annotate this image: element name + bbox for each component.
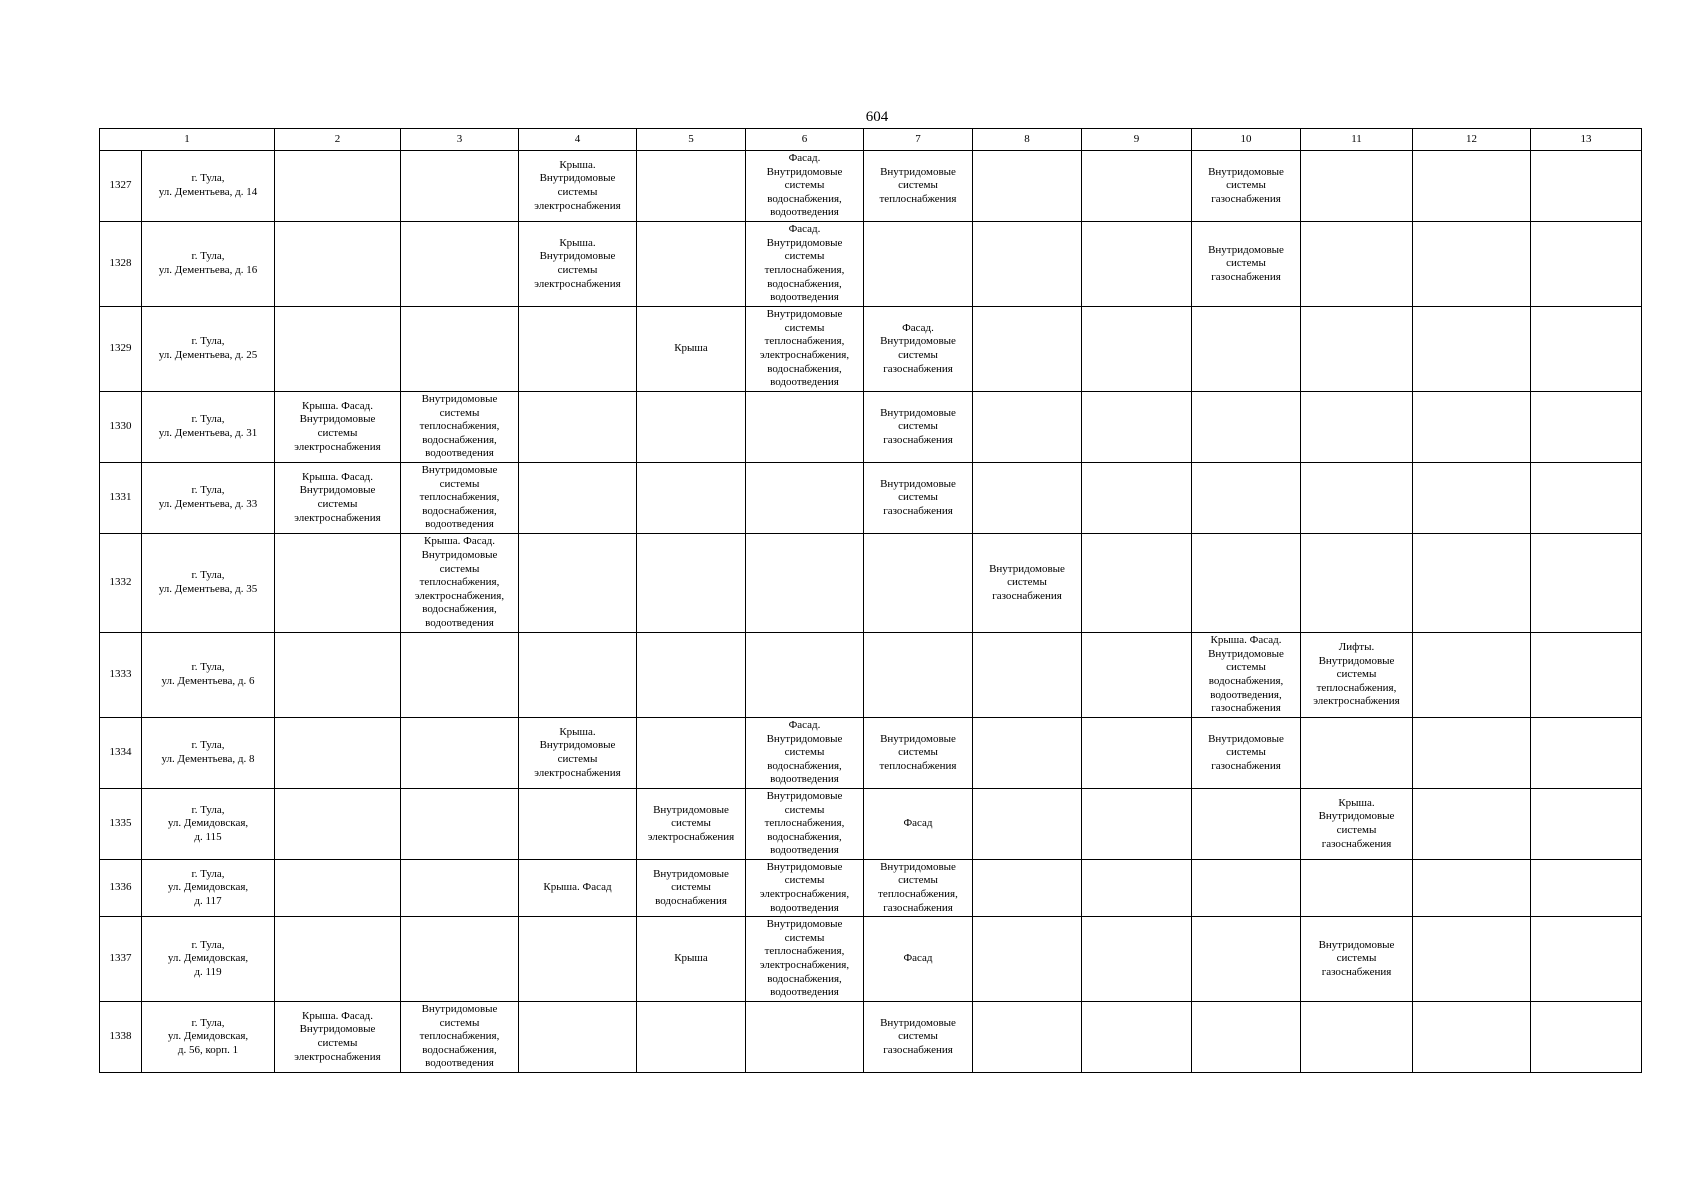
work-type-cell: Внутридомовые системы теплоснабжения, электроснабжения, водоснабжения, водоотведения (746, 307, 864, 392)
work-type-cell (275, 222, 401, 307)
table-row (100, 860, 1642, 917)
work-type-cell (1413, 534, 1531, 633)
work-type-cell: Крыша. Фасад. Внутридомовые системы электроснабжения (275, 463, 401, 534)
work-type-cell (401, 151, 519, 222)
work-type-cell: Фасад. Внутридомовые системы газоснабжения (864, 307, 973, 392)
table-row (100, 1002, 1642, 1073)
work-type-cell (1531, 463, 1642, 534)
work-type-cell (1082, 151, 1192, 222)
work-type-cell: Внутридомовые системы водоснабжения (637, 860, 746, 917)
work-type-cell (1301, 534, 1413, 633)
work-type-cell (519, 534, 637, 633)
column-number-header: 13 (1531, 129, 1642, 151)
column-number-header: 3 (401, 129, 519, 151)
row-number-cell: 1327 (100, 151, 142, 222)
work-type-cell (637, 463, 746, 534)
table-row (100, 789, 1642, 860)
work-type-cell: Крыша. Фасад (519, 860, 637, 917)
work-type-cell (1192, 860, 1301, 917)
work-type-cell (1192, 917, 1301, 1002)
work-type-cell (973, 718, 1082, 789)
row-number-cell: 1333 (100, 633, 142, 718)
work-type-cell (1531, 534, 1642, 633)
work-type-cell: Внутридомовые системы теплоснабжения (864, 718, 973, 789)
work-type-cell (1301, 151, 1413, 222)
work-type-cell (1192, 534, 1301, 633)
work-type-cell: Фасад (864, 789, 973, 860)
work-type-cell (973, 307, 1082, 392)
table-row (100, 151, 1642, 222)
work-type-cell (637, 392, 746, 463)
work-type-cell (1301, 718, 1413, 789)
table-row (100, 222, 1642, 307)
work-type-cell: Внутридомовые системы теплоснабжения, водоснабжения, водоотведения (401, 392, 519, 463)
work-type-cell (1192, 789, 1301, 860)
work-type-cell (973, 392, 1082, 463)
work-type-cell (1192, 307, 1301, 392)
work-type-cell (275, 718, 401, 789)
table-row (100, 718, 1642, 789)
address-cell: г. Тула, ул. Дементьева, д. 31 (142, 392, 275, 463)
work-type-cell (1082, 633, 1192, 718)
work-type-cell (401, 633, 519, 718)
work-type-cell (864, 633, 973, 718)
work-type-cell (1531, 222, 1642, 307)
column-number-header: 5 (637, 129, 746, 151)
address-cell: г. Тула, ул. Демидовская, д. 56, корп. 1 (142, 1002, 275, 1073)
work-type-cell (519, 789, 637, 860)
work-type-cell: Внутридомовые системы газоснабжения (864, 1002, 973, 1073)
work-type-cell (401, 917, 519, 1002)
work-type-cell (275, 917, 401, 1002)
work-type-cell (1531, 917, 1642, 1002)
address-cell: г. Тула, ул. Демидовская, д. 117 (142, 860, 275, 917)
work-type-cell: Внутридомовые системы теплоснабжения, водоснабжения, водоотведения (401, 1002, 519, 1073)
work-type-cell (275, 860, 401, 917)
work-type-cell (1531, 860, 1642, 917)
work-type-cell (864, 222, 973, 307)
work-type-cell (1082, 917, 1192, 1002)
work-type-cell (275, 534, 401, 633)
row-number-cell: 1336 (100, 860, 142, 917)
work-type-cell: Внутридомовые системы газоснабжения (1192, 718, 1301, 789)
work-type-cell: Внутридомовые системы теплоснабжения, электроснабжения, водоснабжения, водоотведения (746, 917, 864, 1002)
column-number-header: 11 (1301, 129, 1413, 151)
work-type-cell (637, 151, 746, 222)
work-type-cell: Крыша. Внутридомовые системы электроснабжения (519, 151, 637, 222)
work-type-cell: Фасад. Внутридомовые системы водоснабжения, водоотведения (746, 718, 864, 789)
address-cell: г. Тула, ул. Дементьева, д. 14 (142, 151, 275, 222)
address-cell: г. Тула, ул. Дементьева, д. 35 (142, 534, 275, 633)
work-type-cell (1301, 307, 1413, 392)
work-type-cell: Крыша. Фасад. Внутридомовые системы теплоснабжения, электроснабжения, водоснабжения, водоотведения (401, 534, 519, 633)
work-type-cell: Внутридомовые системы теплоснабжения (864, 151, 973, 222)
repair-schedule-table (99, 128, 1642, 1073)
work-type-cell (1531, 718, 1642, 789)
work-type-cell (1413, 917, 1531, 1002)
row-number-cell: 1328 (100, 222, 142, 307)
work-type-cell (1082, 534, 1192, 633)
work-type-cell (275, 307, 401, 392)
work-type-cell (1413, 392, 1531, 463)
work-type-cell (1413, 222, 1531, 307)
work-type-cell (1082, 222, 1192, 307)
work-type-cell (973, 789, 1082, 860)
column-number-header: 2 (275, 129, 401, 151)
work-type-cell: Внутридомовые системы электроснабжения (637, 789, 746, 860)
work-type-cell: Крыша. Внутридомовые системы электроснабжения (519, 222, 637, 307)
work-type-cell (637, 222, 746, 307)
address-cell: г. Тула, ул. Дементьева, д. 6 (142, 633, 275, 718)
work-type-cell: Внутридомовые системы газоснабжения (1192, 222, 1301, 307)
address-cell: г. Тула, ул. Дементьева, д. 16 (142, 222, 275, 307)
work-type-cell (1531, 789, 1642, 860)
column-number-header: 6 (746, 129, 864, 151)
work-type-cell (746, 392, 864, 463)
work-type-cell (637, 718, 746, 789)
work-type-cell (401, 789, 519, 860)
work-type-cell (1531, 392, 1642, 463)
work-type-cell (864, 534, 973, 633)
work-type-cell (1531, 1002, 1642, 1073)
work-type-cell (1192, 1002, 1301, 1073)
work-type-cell (1082, 718, 1192, 789)
work-type-cell (1413, 463, 1531, 534)
work-type-cell (1301, 1002, 1413, 1073)
work-type-cell: Внутридомовые системы газоснабжения (864, 463, 973, 534)
column-number-header: 1 (100, 129, 275, 151)
table-row (100, 534, 1642, 633)
row-number-cell: 1338 (100, 1002, 142, 1073)
row-number-cell: 1330 (100, 392, 142, 463)
work-type-cell (1413, 1002, 1531, 1073)
work-type-cell (973, 222, 1082, 307)
work-type-cell: Внутридомовые системы газоснабжения (1192, 151, 1301, 222)
work-type-cell: Фасад. Внутридомовые системы водоснабжения, водоотведения (746, 151, 864, 222)
work-type-cell (401, 718, 519, 789)
work-type-cell (275, 151, 401, 222)
table-row (100, 917, 1642, 1002)
column-number-header: 12 (1413, 129, 1531, 151)
column-number-header: 10 (1192, 129, 1301, 151)
work-type-cell (1301, 222, 1413, 307)
work-type-cell (519, 307, 637, 392)
work-type-cell: Внутридомовые системы газоснабжения (1301, 917, 1413, 1002)
work-type-cell (519, 392, 637, 463)
work-type-cell (401, 860, 519, 917)
work-type-cell: Крыша. Внутридомовые системы газоснабжения (1301, 789, 1413, 860)
address-cell: г. Тула, ул. Дементьева, д. 33 (142, 463, 275, 534)
work-type-cell (519, 463, 637, 534)
work-type-cell (1531, 307, 1642, 392)
work-type-cell: Крыша (637, 307, 746, 392)
work-type-cell (519, 633, 637, 718)
address-cell: г. Тула, ул. Демидовская, д. 119 (142, 917, 275, 1002)
page-number: 604 (865, 109, 889, 125)
work-type-cell (519, 917, 637, 1002)
address-cell: г. Тула, ул. Дементьева, д. 25 (142, 307, 275, 392)
work-type-cell: Внутридомовые системы электроснабжения, водоотведения (746, 860, 864, 917)
work-type-cell (519, 1002, 637, 1073)
work-type-cell (637, 1002, 746, 1073)
work-type-cell: Внутридомовые системы газоснабжения (864, 392, 973, 463)
work-type-cell: Внутридомовые системы теплоснабжения, газоснабжения (864, 860, 973, 917)
work-type-cell (1531, 151, 1642, 222)
table-row (100, 392, 1642, 463)
work-type-cell: Крыша. Внутридомовые системы электроснабжения (519, 718, 637, 789)
work-type-cell (1082, 860, 1192, 917)
work-type-cell: Крыша. Фасад. Внутридомовые системы водоснабжения, водоотведения, газоснабжения (1192, 633, 1301, 718)
table-row (100, 307, 1642, 392)
work-type-cell (401, 307, 519, 392)
work-type-cell (1192, 392, 1301, 463)
address-cell: г. Тула, ул. Дементьева, д. 8 (142, 718, 275, 789)
work-type-cell: Крыша (637, 917, 746, 1002)
column-number-header: 9 (1082, 129, 1192, 151)
work-type-cell: Крыша. Фасад. Внутридомовые системы электроснабжения (275, 392, 401, 463)
work-type-cell (1082, 307, 1192, 392)
work-type-cell (1192, 463, 1301, 534)
work-type-cell (973, 917, 1082, 1002)
row-number-cell: 1329 (100, 307, 142, 392)
work-type-cell (1531, 633, 1642, 718)
row-number-cell: 1334 (100, 718, 142, 789)
work-type-cell (973, 151, 1082, 222)
work-type-cell: Крыша. Фасад. Внутридомовые системы электроснабжения (275, 1002, 401, 1073)
work-type-cell (973, 1002, 1082, 1073)
work-type-cell (973, 633, 1082, 718)
work-type-cell (1301, 860, 1413, 917)
work-type-cell: Внутридомовые системы теплоснабжения, водоснабжения, водоотведения (401, 463, 519, 534)
work-type-cell (1413, 789, 1531, 860)
work-type-cell (401, 222, 519, 307)
work-type-cell (1413, 151, 1531, 222)
work-type-cell (1413, 860, 1531, 917)
work-type-cell: Фасад (864, 917, 973, 1002)
table-row (100, 463, 1642, 534)
work-type-cell (1301, 392, 1413, 463)
work-type-cell (275, 789, 401, 860)
work-type-cell (1082, 789, 1192, 860)
work-type-cell: Лифты. Внутридомовые системы теплоснабжения, электроснабжения (1301, 633, 1413, 718)
work-type-cell: Внутридомовые системы теплоснабжения, водоснабжения, водоотведения (746, 789, 864, 860)
work-type-cell (746, 534, 864, 633)
work-type-cell (275, 633, 401, 718)
address-cell: г. Тула, ул. Демидовская, д. 115 (142, 789, 275, 860)
column-number-header: 7 (864, 129, 973, 151)
work-type-cell (746, 633, 864, 718)
work-type-cell (637, 534, 746, 633)
column-number-header-row (100, 129, 1642, 151)
column-number-header: 8 (973, 129, 1082, 151)
row-number-cell: 1335 (100, 789, 142, 860)
work-type-cell (1301, 463, 1413, 534)
row-number-cell: 1337 (100, 917, 142, 1002)
work-type-cell: Фасад. Внутридомовые системы теплоснабжения, водоснабжения, водоотведения (746, 222, 864, 307)
row-number-cell: 1332 (100, 534, 142, 633)
work-type-cell (746, 1002, 864, 1073)
work-type-cell (1413, 307, 1531, 392)
column-number-header: 4 (519, 129, 637, 151)
work-type-cell (1413, 718, 1531, 789)
work-type-cell (746, 463, 864, 534)
work-type-cell (1082, 392, 1192, 463)
row-number-cell: 1331 (100, 463, 142, 534)
work-type-cell: Внутридомовые системы газоснабжения (973, 534, 1082, 633)
work-type-cell (637, 633, 746, 718)
work-type-cell (973, 463, 1082, 534)
work-type-cell (1413, 633, 1531, 718)
work-type-cell (1082, 1002, 1192, 1073)
work-type-cell (1082, 463, 1192, 534)
work-type-cell (973, 860, 1082, 917)
table-row (100, 633, 1642, 718)
